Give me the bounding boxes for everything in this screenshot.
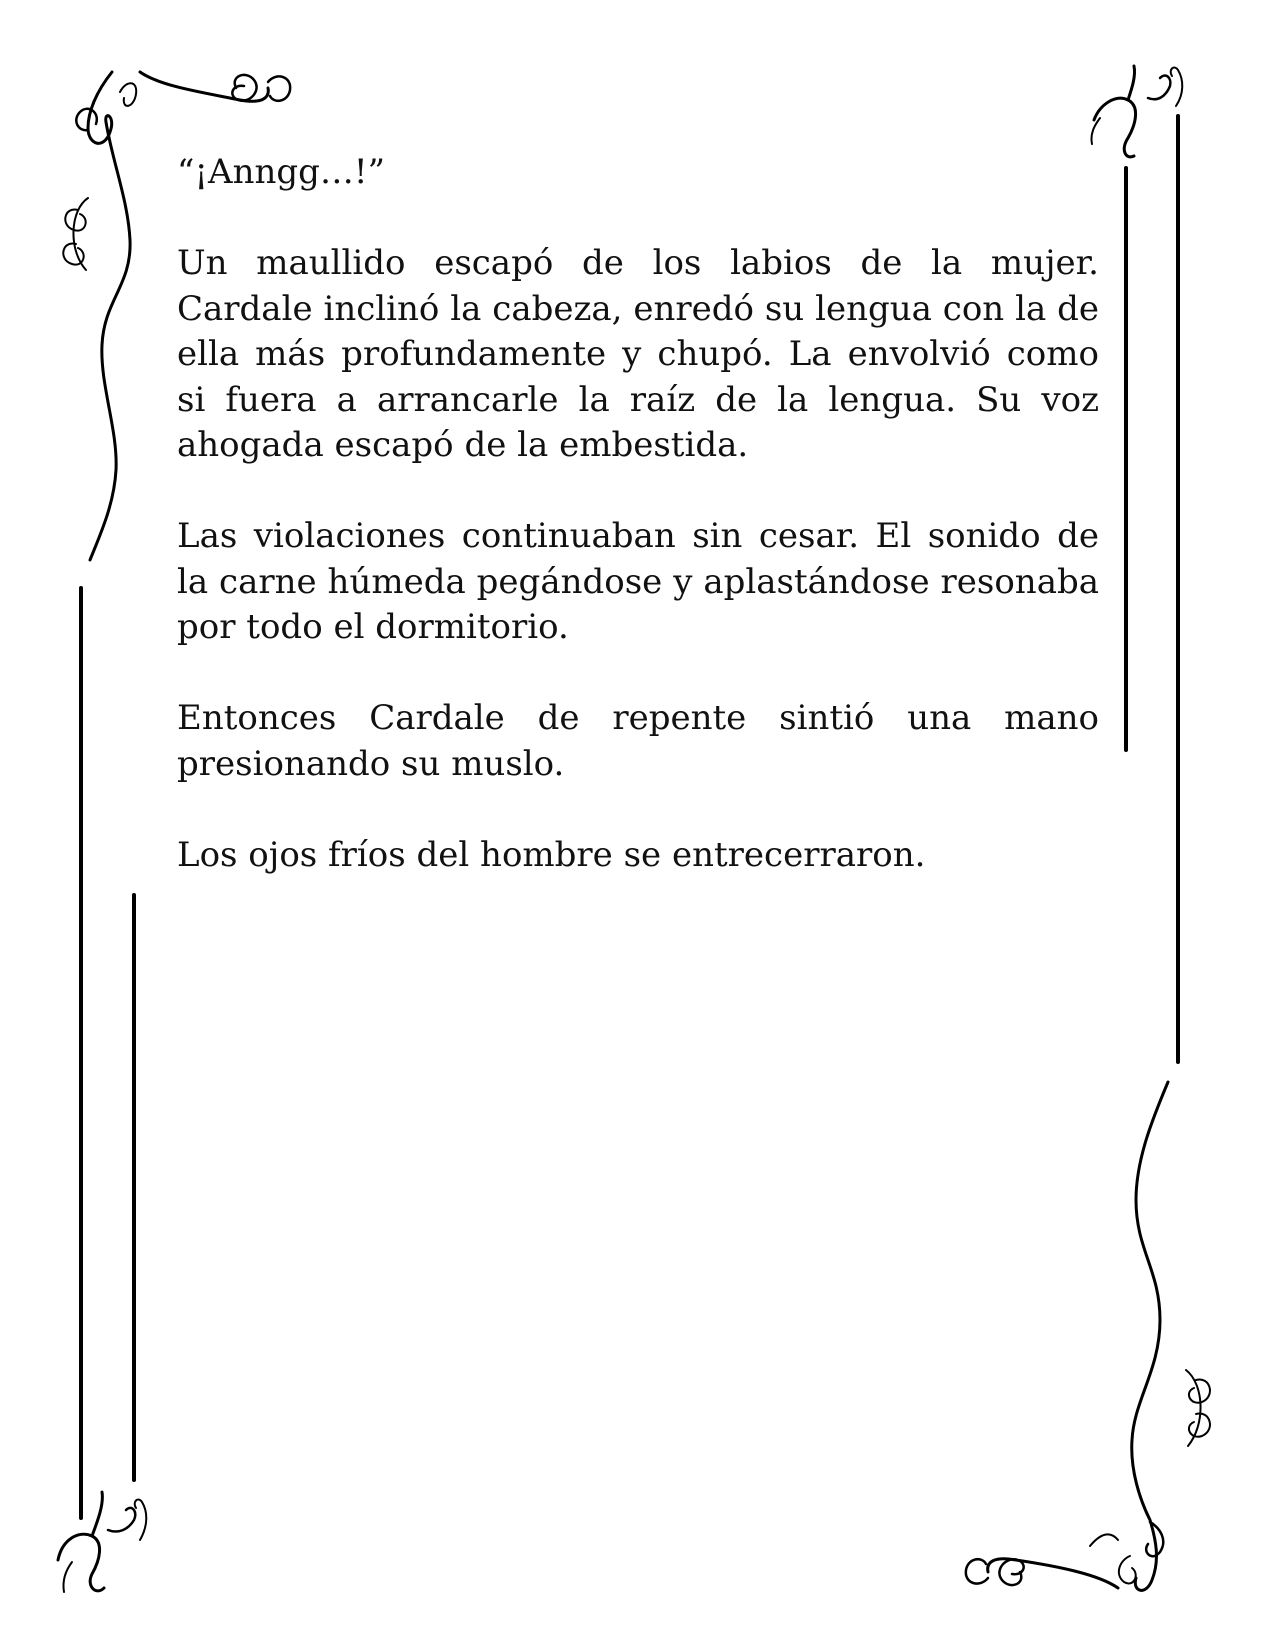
- top-right-flourish: [1091, 66, 1182, 157]
- paragraph-kiss: Un maullido escapó de los labios de la mujer. Cardale inclinó la cabeza, enredó su lengua con la de ella más profundamente y chupó. La envolvió como si fuera a arrancarle la raíz de la lengua. Su voz ahogada escapó de la embestida.: [177, 243, 1099, 465]
- bottom-right-flourish: [966, 1082, 1210, 1590]
- paragraph-sound: Las violaciones continuaban sin cesar. El sonido de la carne húmeda pegándose y aplastándose resonaba por todo el dormitorio.: [177, 516, 1099, 647]
- story-text: [177, 150, 1099, 924]
- paragraph-hand: Entonces Cardale de repente sintió una mano presionando su muslo.: [177, 698, 1099, 784]
- paragraph-eyes: Los ojos fríos del hombre se entrecerraron.: [177, 834, 926, 875]
- bottom-left-flourish: [58, 1492, 146, 1592]
- paragraph-exclamation: “¡Anngg…!”: [177, 152, 385, 192]
